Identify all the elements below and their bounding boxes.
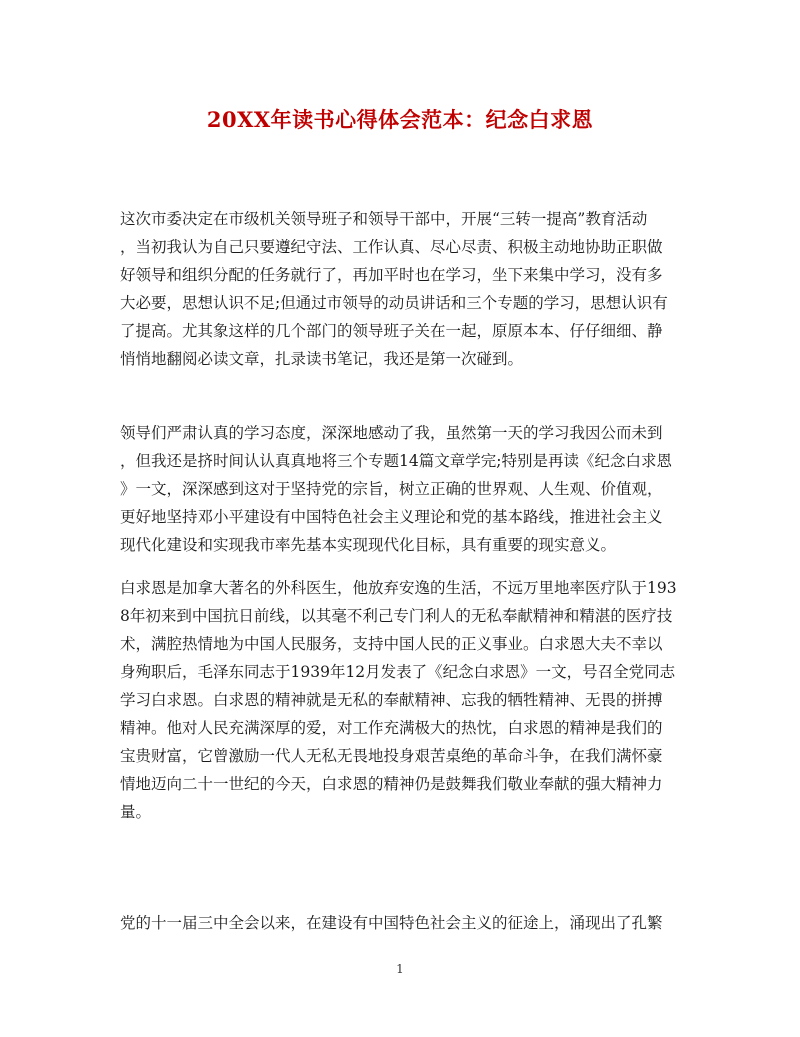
text-line: 了提高。尤其象这样的几个部门的领导班子关在一起，原原本本、仔仔细细、静 <box>120 322 663 340</box>
text-line: 精神。他对人民充满深厚的爱，对工作充满极大的热忱，白求恩的精神是我们的 <box>120 719 663 737</box>
text-line: 现代化建设和实现我市率先基本实现现代化目标，具有重要的现实意义。 <box>120 536 617 554</box>
text-line: 白求恩是加拿大著名的外科医生，他放弃安逸的生活，不远万里地率医疗队于193 <box>120 579 677 597</box>
text-line: 党的十一届三中全会以来，在建设有中国特色社会主义的征途上，涌现出了孔繁 <box>120 914 663 932</box>
text-line: ，当初我认为自己只要遵纪守法、工作认真、尽心尽责、积极主动地协助正职做 <box>120 238 663 256</box>
text-line: 8年初来到中国抗日前线，以其毫不利己专门利人的无私奉献精神和精湛的医疗技 <box>120 607 673 625</box>
document-title: 20XX年读书心得体会范本：纪念白求恩 <box>206 107 594 132</box>
text-line: 这次市委决定在市级机关领导班子和领导干部中，开展“三转一提高”教育活动 <box>120 210 648 228</box>
text-line: 好领导和组织分配的任务就行了，再加平时也在学习，坐下来集中学习，没有多 <box>120 266 663 284</box>
text-line: ，但我还是挤时间认认真真地将三个专题14篇文章学完;特别是再读《纪念白求恩 <box>120 452 672 470</box>
text-line: 更好地坚持邓小平建设有中国特色社会主义理论和党的基本路线，推进社会主义 <box>120 508 663 526</box>
text-line: 身殉职后，毛泽东同志于1939年12月发表了《纪念白求恩》一文，号召全党同志 <box>120 663 676 681</box>
paragraph-2 <box>120 419 680 559</box>
text-line: 大必要，思想认识不足;但通过市领导的动员讲话和三个专题的学习，思想认识有 <box>120 294 668 312</box>
paragraph-1 <box>120 205 680 373</box>
paragraph-3 <box>120 574 680 826</box>
text-line: 》一文，深深感到这对于坚持党的宗旨，树立正确的世界观、人生观、价值观， <box>120 480 663 498</box>
text-line: 悄悄地翻阅必读文章，扎录读书笔记，我还是第一次碰到。 <box>120 350 524 368</box>
text-line: 术，满腔热情地为中国人民服务，支持中国人民的正义事业。白求恩大夫不幸以 <box>120 635 663 653</box>
page-number: 1 <box>396 962 404 976</box>
paragraph-4 <box>120 909 680 937</box>
text-line: 宝贵财富，它曾激励一代人无私无畏地投身艰苦桌绝的革命斗争，在我们满怀豪 <box>120 747 663 765</box>
text-line: 量。 <box>120 803 152 821</box>
text-line: 领导们严肃认真的学习态度，深深地感动了我，虽然第一天的学习我因公而未到 <box>120 424 663 442</box>
text-line: 学习白求恩。白求恩的精神就是无私的奉献精神、忘我的牺牲精神、无畏的拼搏 <box>120 691 663 709</box>
text-line: 情地迈向二十一世纪的今天，白求恩的精神仍是鼓舞我们敬业奉献的强大精神力 <box>120 775 663 793</box>
